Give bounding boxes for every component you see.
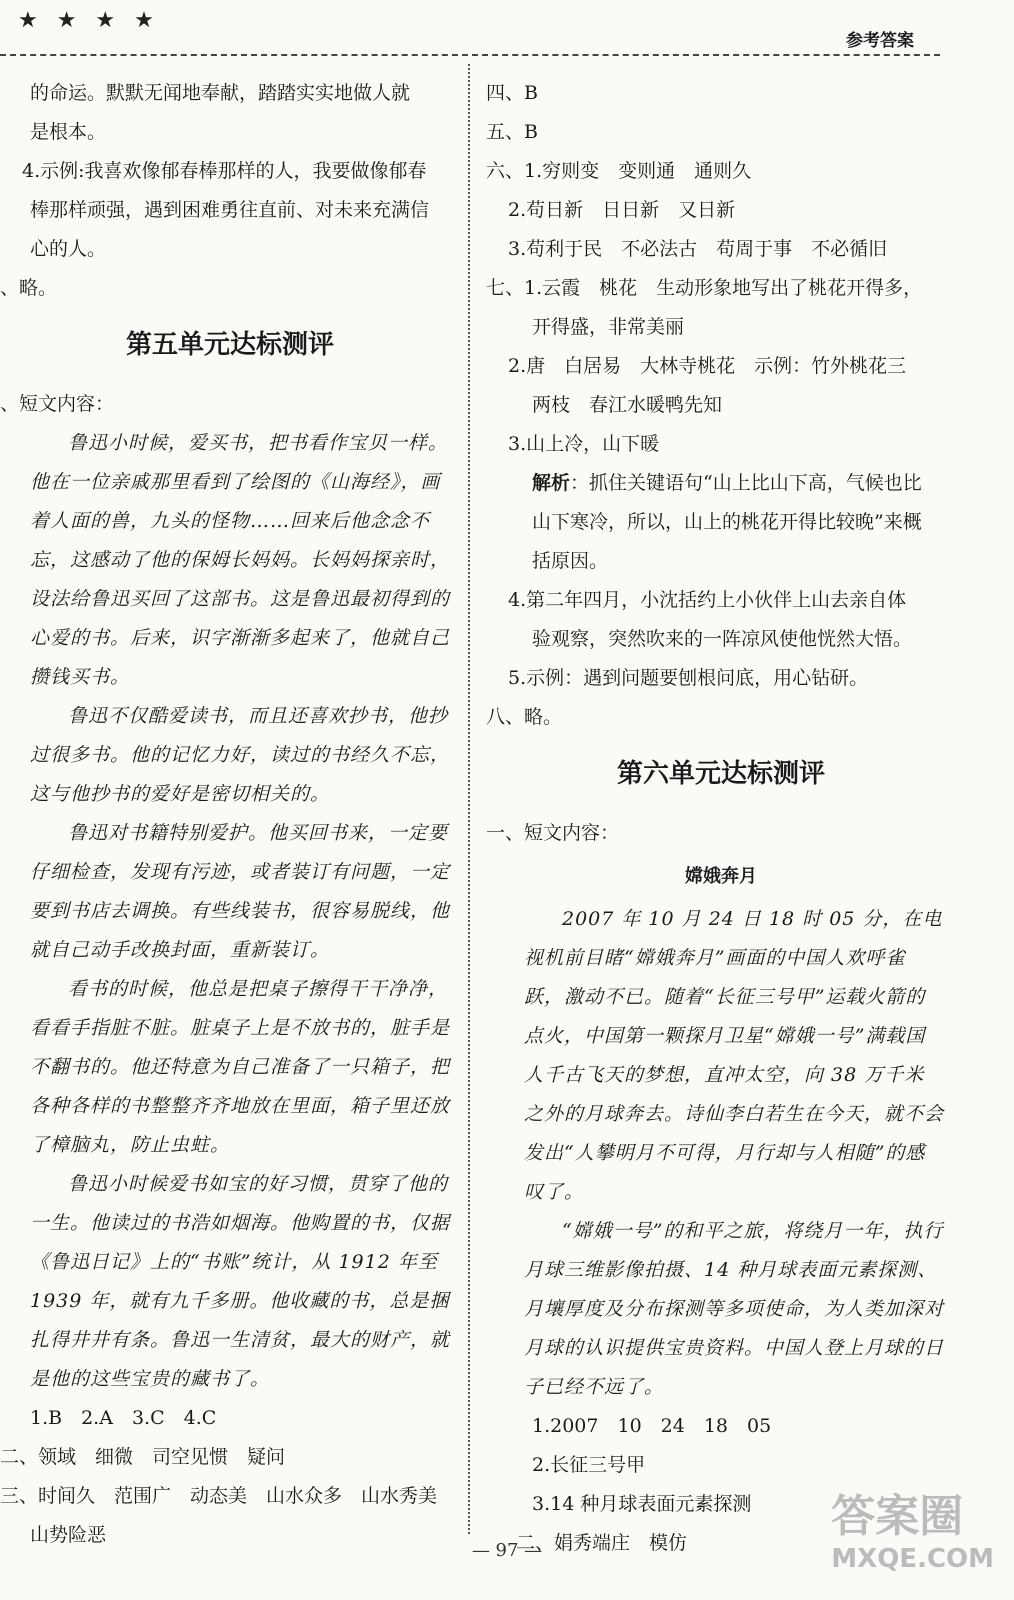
short-text-label: 、短文内容： <box>0 393 115 415</box>
answer-line: 1.2007 10 24 18 05 <box>532 1415 772 1437</box>
answer-line: 二、娟秀端庄 模仿 <box>516 1532 688 1554</box>
passage-paragraph: 鲁迅小时候爱书如宝的好习惯，贯穿了他的一生。他读过的书浩如烟海。他购置的书，仅据《鲁迅日记》上的“书账”统计，从 1912 年至 1939 年，就有九千多册。他收藏的书，总是捆扎得井井有条。鲁迅一生清贫，最大的财产，就是他的这些宝贵的藏书了。 <box>30 1173 451 1390</box>
answer-line: 4.第二年四月，小沈括约上小伙伴上山去亲自体 <box>508 589 907 611</box>
section-title-unit6: 第六单元达标测评 <box>616 759 825 789</box>
answer-line: 四、B <box>486 82 538 104</box>
text-line: 心的人。 <box>30 238 107 260</box>
answer-line: 山势险恶 <box>30 1524 107 1546</box>
section-title-unit5: 第五单元达标测评 <box>125 330 334 360</box>
header-title: 参考答案 <box>846 31 914 51</box>
answer-line: 3.山上冷，山下暖 <box>508 433 660 455</box>
answer-line: 六、1.穷则变 变则通 通则久 <box>486 160 752 182</box>
answer-line: 3.苟利于民 不必法古 苟周于事 不必循旧 <box>508 238 888 260</box>
column-divider <box>468 64 470 1534</box>
answer-line: 五、B <box>486 121 538 143</box>
text-line: 棒那样顽强，遇到困难勇往直前、对未来充满信 <box>30 199 430 221</box>
page-header <box>0 0 1014 60</box>
text-line: 的命运。默默无闻地奉献，踏踏实实地做人就 <box>30 82 411 104</box>
passage-paragraph: 鲁迅小时候，爱买书，把书看作宝贝一样。他在一位亲戚那里看到了绘图的《山海经》，画着人面的兽，九头的怪物……回来后他念念不忘，这感动了他的保姆长妈妈。长妈妈探亲时，设法给鲁迅买回了这部书。这是鲁迅最初得到的心爱的书。后来，识字渐渐多起来了，他就自己攒钱买书。 <box>30 432 451 688</box>
text-line: 4.示例:我喜欢像郁春棒那样的人，我要做像郁春 <box>22 160 427 182</box>
header-divider <box>0 54 940 56</box>
answer-line: 二、领域 细微 司空见惯 疑问 <box>0 1446 286 1468</box>
analysis-line: 山下寒冷，所以，山上的桃花开得比较晚”来概 <box>532 511 922 533</box>
answer-line: 开得盛，非常美丽 <box>532 316 685 338</box>
left-column <box>0 74 460 1555</box>
page-number: — 97 — <box>471 1540 543 1561</box>
passage-lu-xun <box>0 424 455 1399</box>
short-text-label: 一、短文内容： <box>486 822 620 844</box>
answer-line: 七、1.云霞 桃花 生动形象地写出了桃花开得多， <box>486 277 923 299</box>
passage-paragraph: 2007 年 10 月 24 日 18 时 05 分，在电视机前目睹“嫦娥奔月”画面的中国人欢呼雀跃，激动不已。随着“长征三号甲”运载火箭的点火，中国第一颗探月卫星“嫦娥一号”满载国人千古飞天的梦想，直冲太空，向 38 万千米之外的月球奔去。诗仙李白若生在今天，就不会发出“人攀明月不可得，月行却与人相随”的感叹了。 <box>524 908 945 1203</box>
star-decoration-icon: ★ ★ ★ ★ <box>18 8 160 33</box>
watermark-text: 答案圈 <box>831 1491 964 1542</box>
answer-line: 2.苟日新 日日新 又日新 <box>508 199 736 221</box>
answer-line: 八、略。 <box>486 706 563 728</box>
passage-paragraph: 看书的时候，他总是把桌子擦得干干净净，看看手指脏不脏。脏桌子上是不放书的，脏手是不翻书的。他还特意为自己准备了一只箱子，把各种各样的书整整齐齐地放在里面，箱子里还放了樟脑丸，防止虫蛀。 <box>30 978 451 1156</box>
watermark-url: MXQE.COM <box>831 1544 994 1574</box>
right-column <box>486 74 956 1563</box>
answer-line: 三、时间久 范围广 动态美 山水众多 山水秀美 <box>0 1485 438 1507</box>
passage-change-moon <box>486 900 944 1407</box>
analysis-line: 括原因。 <box>532 550 609 572</box>
answer-line: 两枝 春江水暖鸭先知 <box>532 394 723 416</box>
text-line: 、略。 <box>0 277 58 299</box>
answer-line: 3.14 种月球表面元素探测 <box>532 1493 752 1515</box>
analysis-label: 解析 <box>532 472 571 494</box>
text-line: 是根本。 <box>30 121 107 143</box>
analysis-text: ：抓住关键语句“山上比山下高，气候也比 <box>570 472 922 494</box>
passage-paragraph: “嫦娥一号”的和平之旅，将绕月一年，执行月球三维影像拍摄、14 种月球表面元素探测、月壤厚度及分布探测等多项使命，为人类加深对月球的认识提供宝贵资料。中国人登上月球的日子已经不远了。 <box>524 1220 945 1398</box>
answer-line: 5.示例：遇到问题要刨根问底，用心钻研。 <box>508 667 869 689</box>
watermark-logo <box>831 1480 994 1574</box>
analysis-line <box>486 464 956 503</box>
passage-paragraph: 鲁迅对书籍特别爱护。他买回书来，一定要仔细检查，发现有污迹，或者装订有问题，一定要到书店去调换。有些线装书，很容易脱线，他就自己动手改换封面，重新装订。 <box>30 822 451 961</box>
passage-paragraph: 鲁迅不仅酷爱读书，而且还喜欢抄书，他抄过很多书。他的记忆力好，读过的书经久不忘，这与他抄书的爱好是密切相关的。 <box>30 705 451 805</box>
passage-title: 嫦娥奔月 <box>685 866 757 887</box>
answer-line: 2.唐 白居易 大林寺桃花 示例：竹外桃花三 <box>508 355 907 377</box>
answer-line: 2.长征三号甲 <box>532 1454 646 1476</box>
answer-line: 验观察，突然吹来的一阵凉风使他恍然大悟。 <box>532 628 913 650</box>
answer-line: 1.B 2.A 3.C 4.C <box>30 1407 217 1429</box>
